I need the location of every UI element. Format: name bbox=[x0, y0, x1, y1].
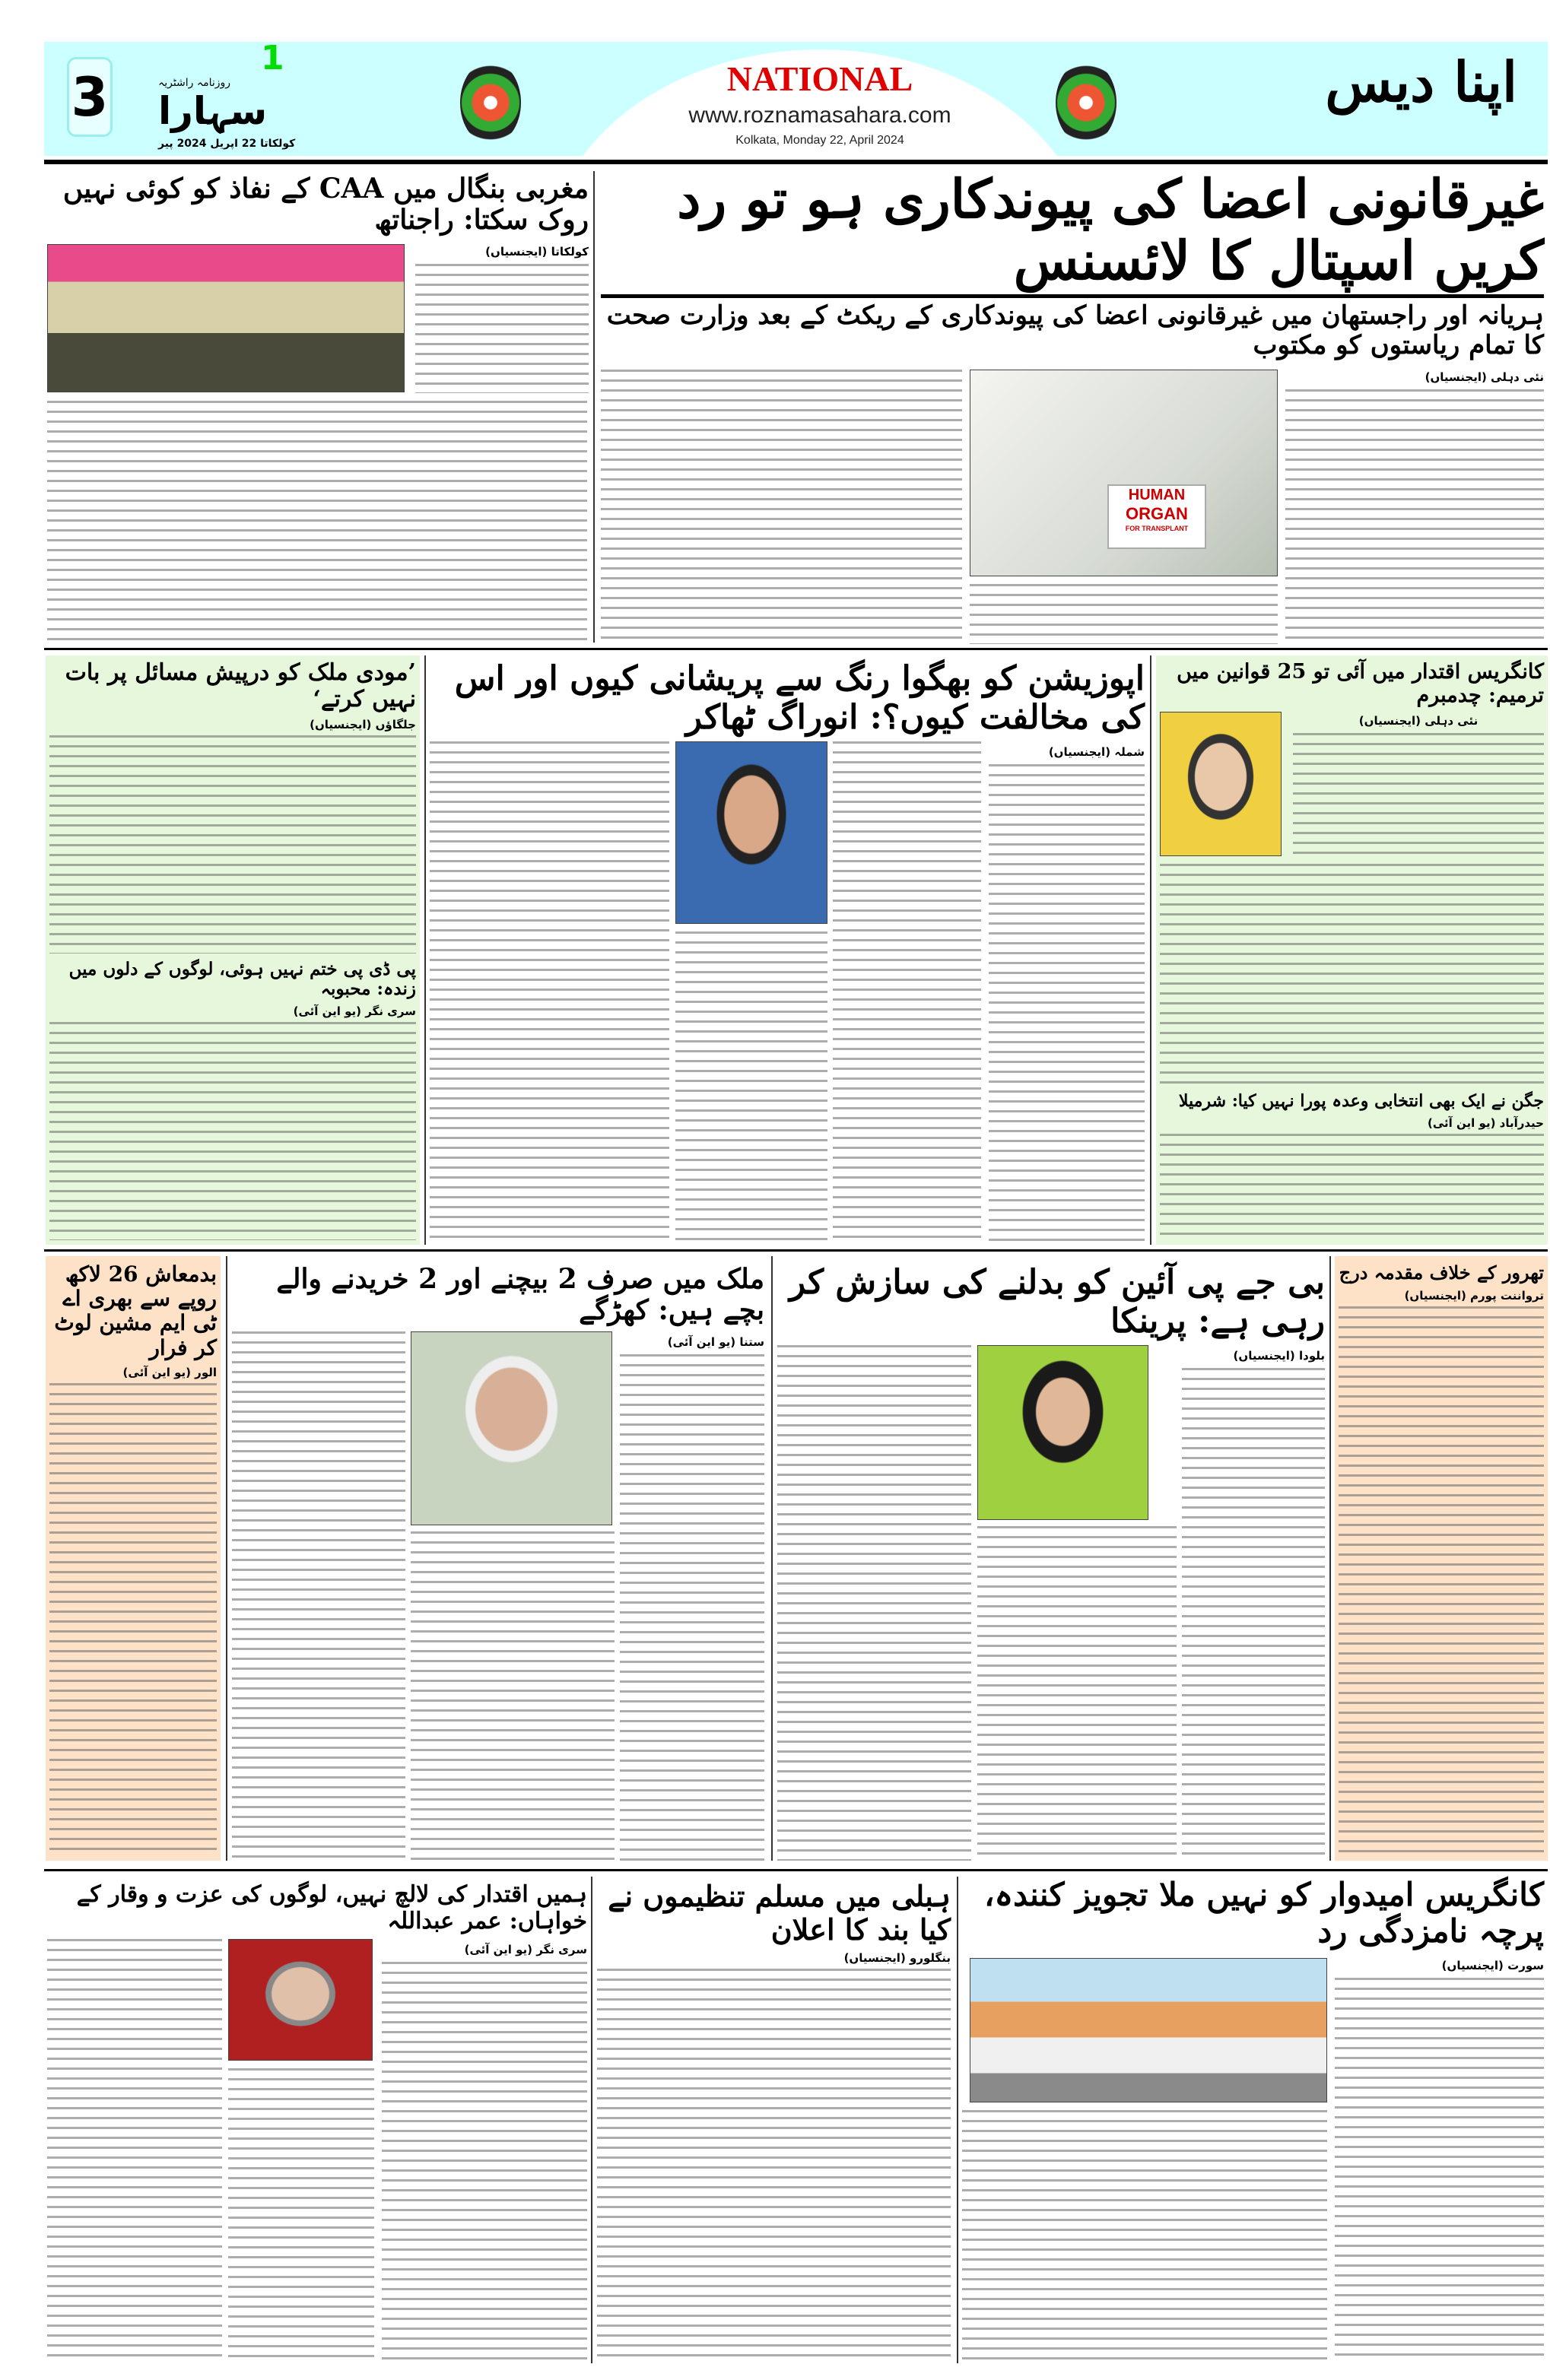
article-body bbox=[232, 1331, 405, 1861]
dateline: بنگلورو (ایجنسیاں) bbox=[843, 1951, 951, 1966]
article-body bbox=[601, 370, 962, 644]
logo-tagline: روزنامہ راشٹریہ bbox=[158, 77, 231, 89]
modi-headline: ’مودی ملک کو درپیش مسائل پر بات نہیں کرتے‘ bbox=[65, 659, 416, 712]
dateline: جلگاؤں (ایجنسیاں) bbox=[310, 718, 416, 731]
rajnath-rally-photo bbox=[47, 244, 405, 392]
article-body bbox=[415, 264, 589, 393]
kharge-story bbox=[232, 1264, 764, 1861]
lead-subheadline: ہریانہ اور راجستھان میں غیرقانونی اعضا کی پیوندکاری کے ریکٹ کے بعد وزارت صحت کا تمام ریاستوں کو مکتوب bbox=[606, 300, 1544, 361]
omar-headline: ہمیں اقتدار کی لالچ نہیں، لوگوں کی عزت و وقار کے خواہاں: عمر عبداللہ bbox=[76, 1881, 587, 1934]
chidambaram-headline: کانگریس اقتدار میں آئی تو 25 قوانین میں ترمیم: چدمبرم bbox=[1177, 660, 1544, 708]
dateline: نئی دہلی (ایجنسیاں) bbox=[1425, 370, 1544, 385]
column-divider bbox=[1329, 1256, 1331, 1861]
column-divider bbox=[1150, 655, 1151, 1245]
column-divider bbox=[957, 1877, 958, 2363]
tharoor-headline: تھرور کے خلاف مقدمہ درج bbox=[1339, 1261, 1544, 1284]
mehbooba-headline: پی ڈی پی ختم نہیں ہوئی، لوگوں کے دلوں میں زندہ: محبوبہ bbox=[68, 958, 416, 999]
website: www.roznamasahara.com bbox=[688, 103, 951, 128]
article-body bbox=[777, 1345, 971, 1861]
article-body bbox=[1160, 1134, 1544, 1240]
sunburst-emblem-left bbox=[460, 61, 521, 144]
surat-candidates-photo bbox=[970, 1958, 1327, 2102]
divider bbox=[44, 160, 1548, 164]
column-divider bbox=[591, 1877, 592, 2363]
chidambaram-box bbox=[1156, 655, 1548, 1245]
article-body bbox=[49, 1022, 416, 1240]
article-body bbox=[47, 1939, 222, 2363]
article-body bbox=[1285, 389, 1544, 644]
dateline: ترواننت پورم (ایجنسیاں) bbox=[1404, 1288, 1544, 1303]
image-text: FOR TRANSPLANT bbox=[1125, 524, 1189, 532]
article-body bbox=[675, 931, 827, 1245]
article-body bbox=[1335, 1978, 1544, 2363]
chidambaram-photo bbox=[1160, 712, 1282, 856]
article-body bbox=[382, 1962, 587, 2363]
lead-story bbox=[601, 169, 1544, 644]
article-body bbox=[977, 1526, 1177, 1861]
atm-box bbox=[46, 1256, 221, 1861]
kharge-headline: ملک میں صرف 2 بیچنے اور 2 خریدنے والے بچے ہیں: کھڑگے bbox=[276, 1263, 764, 1327]
column-divider bbox=[593, 171, 595, 643]
column-divider bbox=[771, 1256, 773, 1861]
divider bbox=[44, 1869, 1548, 1871]
article-body bbox=[620, 1354, 764, 1861]
kharge-photo bbox=[411, 1331, 612, 1525]
priyanka-photo bbox=[977, 1345, 1148, 1520]
column-divider bbox=[226, 1256, 227, 1861]
surat-headline: کانگریس امیدوار کو نہیں ملا تجویز کنندہ، پرچہ نامزدگی رد bbox=[983, 1876, 1544, 1950]
atm-headline: بدمعاش 26 لاکھ روپے سے بھری اے ٹی ایم مشین لوٹ کر فرار bbox=[54, 1261, 217, 1360]
article-body bbox=[962, 2110, 1327, 2363]
sharmila-headline: جگن نے ایک بھی انتخابی وعدہ پورا نہیں کیا: شرمیلا bbox=[1178, 1090, 1544, 1111]
dateline: سری نگر (یو این آئی) bbox=[464, 1943, 587, 1956]
article-body bbox=[430, 741, 669, 1245]
tharoor-box bbox=[1335, 1256, 1548, 1861]
anurag-thakur-photo bbox=[675, 741, 827, 924]
masthead bbox=[44, 39, 1548, 156]
divider bbox=[44, 648, 1548, 650]
column-divider bbox=[424, 655, 426, 1245]
urdu-date: کولکاتا 22 اپریل 2024 پیر bbox=[158, 138, 296, 150]
article-body bbox=[47, 401, 587, 643]
dateline: ستنا (یو این آئی) bbox=[667, 1334, 764, 1349]
organ-box-label bbox=[1107, 484, 1206, 549]
caa-headline: مغربی بنگال میں CAA کے نفاذ کو کوئی نہیں روک سکتا: راجناتھ bbox=[62, 173, 589, 236]
article-body bbox=[411, 1531, 615, 1861]
dateline: سری نگر (یو این آئی) bbox=[293, 1004, 416, 1019]
divider bbox=[601, 294, 1544, 298]
thakur-headline: اپوزیشن کو بھگوا رنگ سے پریشانی کیوں اور اس کی مخالفت کیوں؟: انوراگ ٹھاکر bbox=[454, 659, 1145, 737]
lead-headline: غیرقانونی اعضا کی پیوندکاری ہو تو رد کریں اسپتال کا لائسنس bbox=[677, 167, 1544, 292]
article-body bbox=[1182, 1368, 1325, 1861]
hubli-headline: ہبلی میں مسلم تنظیموں نے کیا بند کا اعلان bbox=[608, 1879, 951, 1947]
modi-box bbox=[46, 655, 420, 1245]
article-body bbox=[833, 741, 981, 1245]
priyanka-headline: بی جے پی آئین کو بدلنے کی سازش کر رہی ہے: پرینکا bbox=[789, 1263, 1325, 1341]
article-body bbox=[1339, 1306, 1544, 1855]
omar-story bbox=[47, 1882, 587, 2363]
image-text: HUMAN bbox=[1128, 487, 1186, 504]
priyanka-story bbox=[777, 1264, 1325, 1861]
article-body bbox=[228, 2068, 374, 2363]
dateline: حیدرآباد (یو این آئی) bbox=[1428, 1116, 1544, 1130]
date: Kolkata, Monday 22, April 2024 bbox=[735, 134, 904, 147]
dateline: کولکاتا (ایجنسیاں) bbox=[485, 244, 589, 259]
page-number: 3 bbox=[67, 57, 113, 137]
article-body bbox=[597, 1969, 951, 2363]
organ-transplant-photo bbox=[970, 370, 1278, 576]
dateline: الور (یو این آئی) bbox=[122, 1365, 217, 1379]
omar-abdullah-photo bbox=[228, 1939, 373, 2061]
anniversary-badge: 1 bbox=[261, 39, 284, 78]
surat-story bbox=[962, 1877, 1544, 2363]
image-text: ORGAN bbox=[1126, 504, 1188, 524]
page-title: اپنا دیس bbox=[1325, 49, 1517, 114]
caa-story bbox=[47, 173, 589, 643]
hubli-story bbox=[597, 1880, 951, 2363]
article-body bbox=[1293, 733, 1544, 856]
article-body bbox=[970, 584, 1278, 644]
section-title: NATIONAL bbox=[726, 59, 913, 98]
dateline: نئی دہلی (ایجنسیاں) bbox=[1358, 714, 1479, 728]
divider bbox=[44, 1249, 1548, 1252]
dateline: بلودا (ایجنسیاں) bbox=[1233, 1349, 1325, 1363]
dateline: سورت (ایجنسیاں) bbox=[1441, 1958, 1544, 1972]
dateline: شملہ (ایجنسیاں) bbox=[1048, 745, 1145, 760]
article-body bbox=[49, 735, 416, 954]
article-body bbox=[989, 764, 1145, 1245]
thakur-story bbox=[430, 660, 1145, 1245]
article-body bbox=[49, 1383, 217, 1855]
article-body bbox=[1160, 864, 1544, 1086]
logo: سہارا bbox=[158, 89, 268, 133]
